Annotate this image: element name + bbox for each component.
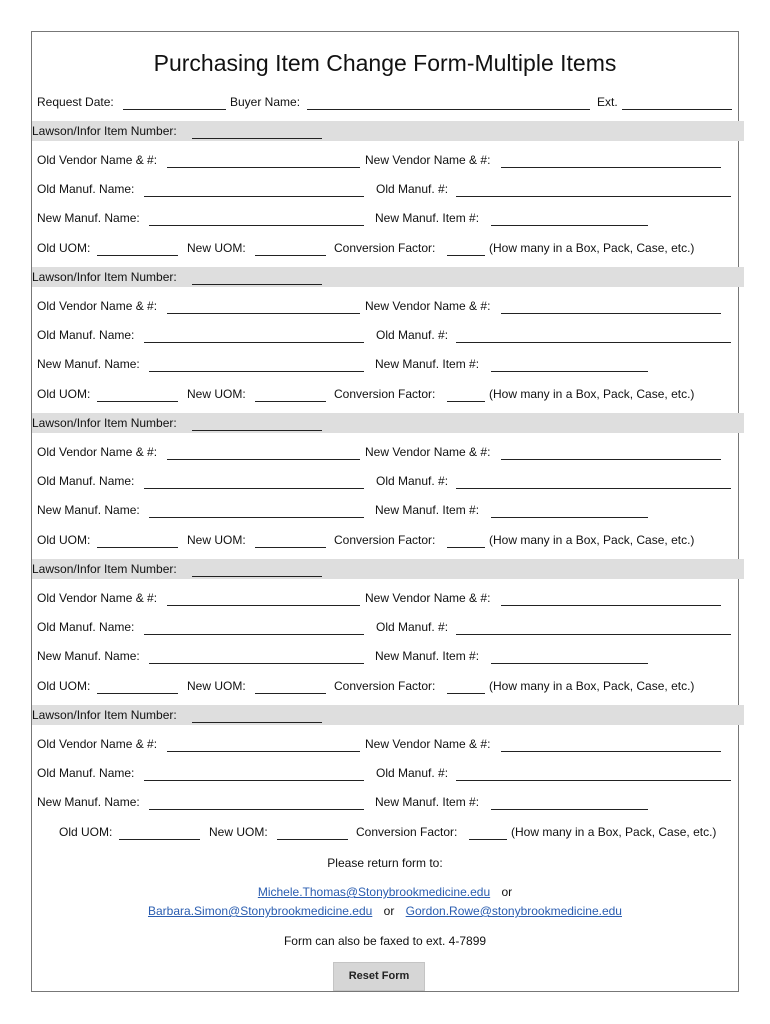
email-link-gordon[interactable]: Gordon.Rowe@stonybrookmedicine.edu — [405, 904, 622, 918]
old-uom-field[interactable] — [97, 530, 178, 550]
old-manuf-number-label: Old Manuf. #: — [376, 328, 449, 342]
old-manuf-name-field[interactable] — [144, 763, 364, 783]
new-uom-label: New UOM: — [187, 679, 246, 693]
item-number-row — [32, 267, 744, 287]
new-manuf-name-field[interactable] — [149, 792, 364, 812]
new-vendor-label: New Vendor Name & #: — [365, 445, 491, 459]
new-manuf-name-label: New Manuf. Name: — [37, 503, 140, 517]
old-vendor-label: Old Vendor Name & #: — [37, 591, 158, 605]
conversion-hint: (How many in a Box, Pack, Case, etc.) — [489, 679, 695, 693]
new-vendor-field[interactable] — [501, 296, 721, 316]
new-uom-field[interactable] — [255, 530, 326, 550]
old-uom-field[interactable] — [97, 676, 178, 696]
new-manuf-item-label: New Manuf. Item #: — [375, 357, 480, 371]
item-number-row — [32, 705, 744, 725]
new-manuf-item-label: New Manuf. Item #: — [375, 211, 480, 225]
new-manuf-item-label: New Manuf. Item #: — [375, 649, 480, 663]
fax-text: Form can also be faxed to ext. 4-7899 — [283, 934, 487, 948]
old-uom-field[interactable] — [119, 822, 200, 842]
conversion-factor-label: Conversion Factor: — [334, 387, 436, 401]
old-manuf-name-label: Old Manuf. Name: — [37, 766, 135, 780]
old-vendor-label: Old Vendor Name & #: — [37, 737, 158, 751]
new-manuf-item-field[interactable] — [491, 500, 648, 520]
email-link-barbara[interactable]: Barbara.Simon@Stonybrookmedicine.edu — [148, 904, 373, 918]
new-vendor-label: New Vendor Name & #: — [365, 299, 491, 313]
item-number-field[interactable] — [192, 413, 322, 433]
new-manuf-name-field[interactable] — [149, 646, 364, 666]
new-uom-field[interactable] — [255, 238, 326, 258]
old-uom-label: Old UOM: — [37, 241, 91, 255]
old-manuf-name-label: Old Manuf. Name: — [37, 620, 135, 634]
new-manuf-name-field[interactable] — [149, 208, 364, 228]
item-number-field[interactable] — [192, 121, 322, 141]
uom-row — [37, 384, 738, 404]
uom-row — [37, 238, 738, 258]
manuf-row — [37, 763, 738, 783]
old-uom-label: Old UOM: — [37, 387, 91, 401]
new-manuf-name-label: New Manuf. Name: — [37, 649, 140, 663]
uom-row — [37, 676, 738, 696]
old-manuf-name-field[interactable] — [144, 325, 364, 345]
new-manuf-name-field[interactable] — [149, 354, 364, 374]
old-manuf-number-label: Old Manuf. #: — [376, 474, 449, 488]
conversion-hint: (How many in a Box, Pack, Case, etc.) — [511, 825, 717, 839]
new-uom-label: New UOM: — [187, 241, 246, 255]
old-manuf-name-field[interactable] — [144, 179, 364, 199]
conversion-hint: (How many in a Box, Pack, Case, etc.) — [489, 241, 695, 255]
new-manuf-name-label: New Manuf. Name: — [37, 795, 140, 809]
request-date-label: Request Date: — [37, 95, 114, 109]
conversion-factor-field[interactable] — [469, 822, 507, 842]
vendor-row — [37, 734, 738, 754]
new-manuf-row — [37, 646, 738, 666]
new-vendor-field[interactable] — [501, 734, 721, 754]
new-manuf-item-label: New Manuf. Item #: — [375, 503, 480, 517]
ext-field[interactable] — [622, 92, 732, 112]
old-manuf-number-field[interactable] — [456, 179, 731, 199]
email-line-1 — [32, 885, 738, 899]
item-number-label: Lawson/Infor Item Number: — [32, 562, 177, 576]
old-manuf-number-field[interactable] — [456, 325, 731, 345]
item-number-row — [32, 121, 744, 141]
form-page — [31, 31, 739, 992]
new-uom-field[interactable] — [255, 384, 326, 404]
new-uom-label: New UOM: — [209, 825, 268, 839]
new-manuf-name-label: New Manuf. Name: — [37, 357, 140, 371]
item-number-row — [32, 413, 744, 433]
old-manuf-number-label: Old Manuf. #: — [376, 620, 449, 634]
new-uom-label: New UOM: — [187, 387, 246, 401]
buyer-name-field[interactable] — [307, 92, 590, 112]
old-vendor-label: Old Vendor Name & #: — [37, 153, 158, 167]
new-manuf-name-label: New Manuf. Name: — [37, 211, 140, 225]
or-text-2: or — [383, 904, 395, 918]
old-manuf-name-field[interactable] — [144, 617, 364, 637]
old-uom-label: Old UOM: — [59, 825, 113, 839]
conversion-hint: (How many in a Box, Pack, Case, etc.) — [489, 533, 695, 547]
buyer-name-label: Buyer Name: — [230, 95, 301, 109]
conversion-factor-field[interactable] — [447, 530, 485, 550]
item-number-field[interactable] — [192, 267, 322, 287]
item-number-label: Lawson/Infor Item Number: — [32, 124, 177, 138]
new-manuf-item-label: New Manuf. Item #: — [375, 795, 480, 809]
old-manuf-name-label: Old Manuf. Name: — [37, 474, 135, 488]
old-manuf-number-field[interactable] — [456, 763, 731, 783]
new-manuf-item-field[interactable] — [491, 208, 648, 228]
old-uom-label: Old UOM: — [37, 679, 91, 693]
new-uom-field[interactable] — [277, 822, 348, 842]
new-uom-field[interactable] — [255, 676, 326, 696]
vendor-row — [37, 442, 738, 462]
old-uom-field[interactable] — [97, 238, 178, 258]
conversion-factor-field[interactable] — [447, 384, 485, 404]
new-vendor-label: New Vendor Name & #: — [365, 737, 491, 751]
old-vendor-field[interactable] — [167, 296, 360, 316]
old-vendor-field[interactable] — [167, 588, 360, 608]
reset-form-button[interactable]: Reset Form — [333, 962, 425, 991]
old-manuf-name-label: Old Manuf. Name: — [37, 328, 135, 342]
request-row — [37, 92, 738, 112]
new-manuf-row — [37, 500, 738, 520]
item-number-field[interactable] — [192, 705, 322, 725]
old-vendor-field[interactable] — [167, 442, 360, 462]
form-title: Purchasing Item Change Form-Multiple Items — [153, 50, 617, 76]
email-link-michele[interactable]: Michele.Thomas@Stonybrookmedicine.edu — [257, 885, 491, 899]
uom-row — [37, 822, 738, 842]
old-vendor-field[interactable] — [167, 734, 360, 754]
item-number-label: Lawson/Infor Item Number: — [32, 708, 177, 722]
old-uom-label: Old UOM: — [37, 533, 91, 547]
new-vendor-label: New Vendor Name & #: — [365, 591, 491, 605]
item-number-label: Lawson/Infor Item Number: — [32, 416, 177, 430]
new-manuf-row — [37, 354, 738, 374]
vendor-row — [37, 296, 738, 316]
new-vendor-field[interactable] — [501, 588, 721, 608]
old-manuf-number-label: Old Manuf. #: — [376, 182, 449, 196]
or-text-1: or — [501, 885, 513, 899]
uom-row — [37, 530, 738, 550]
new-uom-label: New UOM: — [187, 533, 246, 547]
old-vendor-field[interactable] — [167, 150, 360, 170]
manuf-row — [37, 325, 738, 345]
new-manuf-row — [37, 792, 738, 812]
item-number-row — [32, 559, 744, 579]
email-line-2 — [32, 904, 738, 918]
vendor-row — [37, 588, 738, 608]
old-vendor-label: Old Vendor Name & #: — [37, 299, 158, 313]
old-manuf-number-field[interactable] — [456, 471, 731, 491]
new-vendor-label: New Vendor Name & #: — [365, 153, 491, 167]
old-uom-field[interactable] — [97, 384, 178, 404]
manuf-row — [37, 471, 738, 491]
conversion-factor-label: Conversion Factor: — [334, 679, 436, 693]
new-manuf-row — [37, 208, 738, 228]
old-manuf-name-label: Old Manuf. Name: — [37, 182, 135, 196]
manuf-row — [37, 179, 738, 199]
old-manuf-number-field[interactable] — [456, 617, 731, 637]
new-vendor-field[interactable] — [501, 442, 721, 462]
conversion-factor-field[interactable] — [447, 238, 485, 258]
new-manuf-item-field[interactable] — [491, 646, 648, 666]
item-number-field[interactable] — [192, 559, 322, 579]
conversion-hint: (How many in a Box, Pack, Case, etc.) — [489, 387, 695, 401]
old-manuf-number-label: Old Manuf. #: — [376, 766, 449, 780]
item-number-label: Lawson/Infor Item Number: — [32, 270, 177, 284]
ext-label: Ext. — [597, 95, 618, 109]
new-manuf-item-field[interactable] — [491, 792, 648, 812]
new-manuf-name-field[interactable] — [149, 500, 364, 520]
vendor-row — [37, 150, 738, 170]
conversion-factor-label: Conversion Factor: — [356, 825, 458, 839]
conversion-factor-field[interactable] — [447, 676, 485, 696]
old-vendor-label: Old Vendor Name & #: — [37, 445, 158, 459]
conversion-factor-label: Conversion Factor: — [334, 241, 436, 255]
return-text: Please return form to: — [327, 856, 443, 870]
manuf-row — [37, 617, 738, 637]
new-manuf-item-field[interactable] — [491, 354, 648, 374]
request-date-field[interactable] — [123, 92, 226, 112]
old-manuf-name-field[interactable] — [144, 471, 364, 491]
new-vendor-field[interactable] — [501, 150, 721, 170]
conversion-factor-label: Conversion Factor: — [334, 533, 436, 547]
